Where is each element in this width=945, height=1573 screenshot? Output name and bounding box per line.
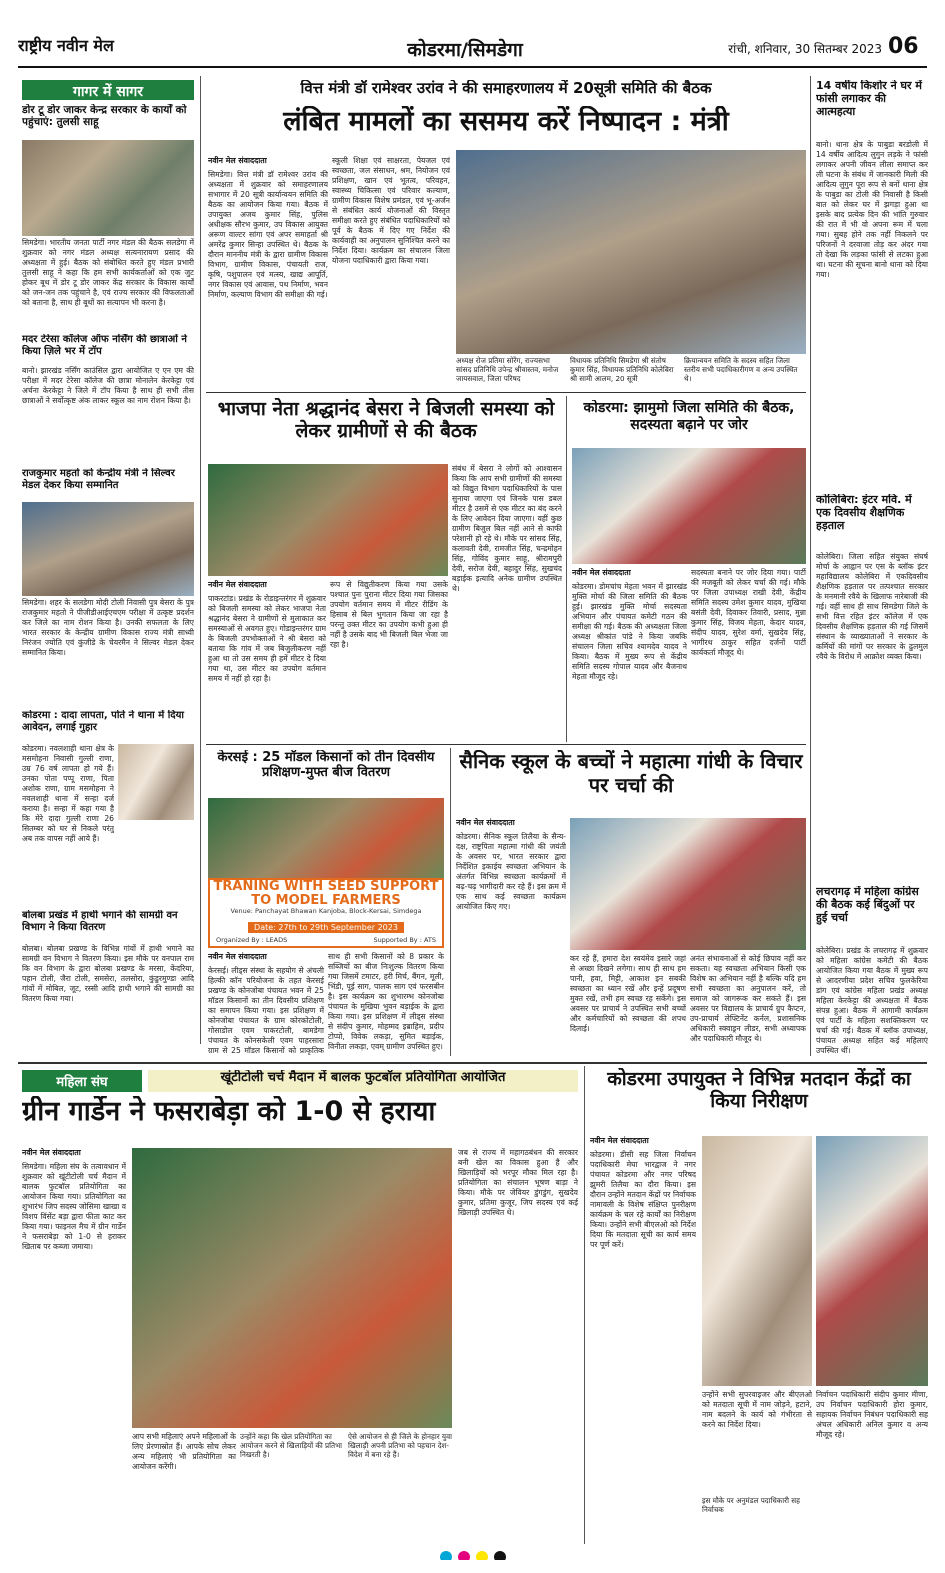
story-body: कोडरमा। सैनिक स्कूल तिलैया के सैन्य-दक्ष, राष्ट्रपिता महात्मा गांधी की जयंती के अवसर पर, भारत सरकार द्वारा निर्देशित इकाईय स्वच्छता अभियान के अंतर्गत विभिन्न स्वच्छता कार्यक्रमों में बढ़-चढ़ भागीदारी कर रहे हैं। इस क्रम में एक साथ कई स्वच्छता कार्यक्रम आयोजित किए गए।: [456, 832, 566, 912]
section-rule: [206, 392, 806, 393]
brief-body: बानो। झारखंड नर्सिंग काउंसिल द्वारा आयोजित ए एन एम की परीक्षा में मदर टेरेसा कॉलेज की छात्रा मोनालेन केरकेट्टा एवं अर्चना केरकेट्टा ने जिले में टॉप किया है साथ ही सभी तीस छात्राओं ने सर्वोत्कृष्ट अंक लाकर स्कूल का नाम रोशन किया है।: [22, 366, 194, 406]
column-rule: [584, 1066, 585, 1544]
brief-headline: राजकुमार महतो को केन्द्रीय मंत्री ने सिल्वर मेडल देकर किया सम्मानित: [22, 468, 175, 491]
section-rule: [206, 744, 806, 745]
brief-headline: लचरागढ़ में महिला कांग्रेस की बैठक कई बिंदुओं पर हुई चर्चा: [816, 886, 919, 924]
story-headline: कोडरमा उपायुक्त ने विभिन्न मतदान केंद्रों का किया निरीक्षण: [607, 1068, 911, 1113]
story-photo: [702, 1136, 812, 1386]
footer-registration-marks: [18, 1548, 927, 1560]
byline: नवीन मेल संवाददाता: [208, 156, 267, 165]
story-photo: [132, 1148, 452, 1428]
brief-photo: [118, 744, 194, 820]
story-body: कर रहे हैं, हमारा देश स्वयंमेव इसारे जहां से अच्छा दिखने लगेगा। साथ ही साथ हम पानी, हवा, मिट्टी, आकाश इन सबकी स्वच्छता का ध्यान रखें और इन्हें प्रदूषण मुक्त रखें, तभी हम स्वच्छ रह सकेंगे। इस अवसर पर प्राचार्य ने उपस्थित सभी बच्चों और कर्मचारियों को स्वच्छता की शपथ दिलाई।: [570, 954, 686, 1034]
photo-caption: उन्होंने कहा कि खेल प्रतियोगिता का आयोजन करने से खिलाड़ियों की प्रतिभा निखरती है।: [240, 1432, 342, 1459]
column-rule: [450, 748, 451, 1056]
lead-body: स्कूली शिक्षा एवं साक्षरता, पेयजल एवं स्वच्छता, जल संसाधन, श्रम, नियोजन एवं प्रशिक्षण, खान एवं भूतत्व, परिवहन, स्वास्थ्य चिकित्सा एवं परिवार कल्याण, ग्रामीण विकास विशेष प्रमंडल, एवं भू-अर्जन से संबंधित कार्य योजनाओं की विस्तृत समीक्षा करते हुए संबंधित पदाधिकारियों को पूर्व के बैठक में दिए गए निर्देश की कार्यवाही का अनुपालन सुनिश्चित करने का निर्देश दिया। कार्यक्रम का संचालन जिला योजना पदाधिकारी द्वारा किया गया।: [332, 156, 450, 266]
section-title: कोडरमा/सिमडेगा: [407, 39, 523, 61]
brief-photo: [22, 140, 194, 236]
column-rule: [200, 76, 201, 1044]
story-headline: कोडरमा: झामुमो जिला समिति की बैठक, सदस्यता बढ़ाने पर जोर: [583, 400, 795, 433]
lead-headline: लंबित मामलों का ससमय करें निष्पादन : मंत्री: [283, 106, 729, 137]
page-number: 06: [888, 34, 919, 59]
story-body: कोडरमा। डीसी सह जिला निर्वाचन पदाधिकारी मेघा भारद्वाज ने नगर पंचायत कोडरमा और नगर परिषद झुमरी तिलैया का दौरा किया। इस दौरान उन्होंने मतदान केंद्रों पर निर्वाचक नामावली के विशेष संक्षिप्त पुनरीक्षण कार्यक्रम के चल रहे कार्यों का निरीक्षण किया। उन्होंने सभी बीएलओ को निर्देश दिया कि मतदाता सूची का कार्य समय पर पूर्ण करें।: [590, 1150, 696, 1250]
story-body: सिमडेगा। महिला संघ के तत्वावधान में शुक्रवार को खूंटीटोली चर्च मैदान में बालक फुटबॉल प्रतियोगिता का आयोजन किया गया। प्रतियोगिता का शुभारंभ जिप सदस्य जोसिमा खाखा व विशप विंसेंट बड़ा द्वारा फीता काट कर किया गया। फाइनल मैच में ग्रीन गार्डेन ने फसराबेड़ा को 1-0 से हराकर खिताब पर कब्जा जमाया।: [22, 1162, 126, 1252]
brief-photo: [22, 502, 194, 596]
dateline: रांची, शनिवार, 30 सितम्बर 2023: [728, 42, 882, 56]
byline: नवीन मेल संवाददाता: [456, 818, 515, 827]
byline: नवीन मेल संवाददाता: [208, 580, 267, 589]
training-banner: [208, 878, 444, 948]
story-headline: केरसई : 25 मॉडल किसानों को तीन दिवसीय प्रशिक्षण-मुफ्त बीज वितरण: [217, 750, 435, 781]
banner-title: TRANING WITH SEED SUPPORT TO MODEL FARMERS: [213, 879, 439, 908]
brief-headline: मदर टेरेसा कॉलेज ऑफ नर्सिंग की छात्राओं ने किया ज़िले भर में टॉप: [22, 334, 187, 357]
brief-body: सिमडेगा। भारतीय जनता पार्टी नगर मंडल की बैठक सलडेगा में शुक्रवार को नगर मंडल अध्यक्ष सत्यनारायण प्रसाद की अध्यक्षता में हुई। बैठक को संबोधित करते हुए मंडल प्रभारी तुलसी साहू ने कहा कि हम सभी कार्यकर्ताओं को एक जुट होकर बूथ में डोर टू डोर जाकर केंद्र सरकार के विकास कार्यों को जन-जन तक पहुंचाने है, एवं राज्य सरकार की विफलताओं को बताना है, साथ ही बूथों का सत्यापन भी करना है।: [22, 238, 194, 308]
byline: नवीन मेल संवाददाता: [22, 1148, 81, 1157]
lead-kicker: वित्त मंत्री डॉ रामेश्वर उरांव ने की समाहरणालय में 20सूत्री समिति की बैठक: [300, 80, 712, 97]
brief-headline: डोर टू डोर जाकर केन्द्र सरकार के कार्यों को पहुंचाएं: तुलसी साहू: [22, 104, 187, 129]
sports-banner: महिला संघ: [22, 1070, 142, 1092]
story-photo: [208, 798, 444, 878]
column-rule: [566, 396, 567, 742]
brief-headline: 14 वर्षीय किशोर ने घर में फांसी लगाकर की आत्महत्या: [816, 80, 922, 118]
photo-caption: क्रियान्वयन समिति के सदस्य सहित जिला स्तरीय सभी पदाधिकारीगण व अन्य उपस्थित थे।: [684, 356, 798, 383]
brief-headline: कोडरमा : दादा लापता, पोते ने थाना में दिया आवेदन, लगाई गुहार: [22, 710, 184, 733]
photo-caption: विधायक प्रतिनिधि सिमडेगा श्री संतोष कुमार सिंह, विधायक प्रतिनिधि कोलेबिरा श्री सामी आलम, 20 सूत्री: [570, 356, 674, 383]
story-headline: भाजपा नेता श्रद्धानंद बेसरा ने बिजली समस्या को लेकर ग्रामीणों से की बैठक: [217, 398, 555, 443]
story-body: साथ ही सभी किसानों को 8 प्रकार के सब्जियों का बीज निःशुल्क वितरण किया गया जिसमें टमाटर, हरी मिर्च, बैंगन, मूली, भिंडी, पूई साग, पालक साग एवं फरसबीन है। इस कार्यक्रम का शुभारम्भ कोनजोबा पंचायत के मुखिया भुवन बड़ाईक के द्वारा किया गया। इस प्रशिक्षण में लीड्स संस्था से संदीप कुमार, मोहम्मद इब्राहिम, प्रदीप टोप्पो, विवेक लकड़ा, सुमित बड़ाईक, विनीता लकड़ा, एवम् ग्रामीण उपस्थित हुए।: [328, 952, 444, 1052]
story-headline: सैनिक स्कूल के बच्चों ने महात्मा गांधी के विचार पर चर्चा की: [459, 750, 803, 797]
story-kicker: खूंटीटोली चर्च मैदान में बालक फुटबॉल प्रतियोगिता आयोजित: [148, 1070, 578, 1092]
brief-body: कोलेबिरा। जिला सहित संयुक्त संघर्ष मोर्चा के आह्वान पर एस के ब्लॉक इंटर महाविद्यालय कोलेबिरा में एकदिवसीय शैक्षणिक हड़ताल पर तत्पश्चात सरकार के मनमानी रवैये के खिलाफ नारेबाजी की गई। वहीं साथ ही साथ सिमडेगा जिले के सभी वित्त रहित इंटर कॉलेज में एक दिवसीय शैक्षणिक हड़ताल की गई जिसमें संस्थान के व्याख्याताओं ने सरकार के कर्मियों की मांगों पर सरकार के ढुलमुल रवैये के विरोध में आक्रोश व्यक्त किया।: [816, 552, 928, 662]
brief-body: बोलबा। बोलबा प्रखण्ड के विभिन्न गांवों में हाथी भगाने का सामग्री वन विभाग ने वितरण किया। इस मौके पर वनपाल राम कि वन विभाग के द्वारा बोलबा प्रखण्ड के मरसा, केंदरिया, पहान टोली, जैरा टोली, समसेरा, तलसोरा, कुंडुरमुण्डा आदि गांवों में मोबिल, जूट, रस्सी आदि हाथी भगाने की सामग्री का वितरण किया गया।: [22, 944, 194, 1004]
brief-headline: बोलबा प्रखंड में हाथी भगाने की सामग्री वन विभाग ने किया वितरण: [22, 910, 178, 933]
lead-photo: [456, 150, 806, 354]
banner-organizer: Organized By : LEADS: [216, 936, 288, 945]
story-body: संबंध में बेसरा ने लोगों को आश्वासन किया कि आप सभी ग्रामीणों की समस्या को विद्युत विभाग पदाधिकारियों के पास सुनाया जाएगा एवं जिनके पास डबल मीटर है उसमें से एक मीटर का बंद करने के लिए आवेदन दिया जाएगा। वहीं कुछ ग्रामीण बिजुल बिल नहीं आने से काफी परेशानी हो रहे थे। मौके पर सांसद सिंह, कलावती देवी, रामजीत सिंह, चन्द्रमोहन सिंह, गोविंद कुमार साहू, श्रीरामपुरी देवी, सरोज देवी, बहादुर सिंह, सुखचंद बड़ाईक इत्यादि अनेक ग्रामीण उपस्थित थे।: [452, 464, 562, 594]
header-rule: [18, 66, 927, 68]
lead-body: सिमडेगा। वित्त मंत्री डॉ रामेश्वर उरांव की अध्यक्षता में शुक्रवार को समाहरणालय सभागार में 20 सूत्री कार्यान्वयन समिति की बैठक का आयोजन किया गया। बैठक में उपायुक्त अजय कुमार सिंह, पुलिस अधीक्षक सौरभ कुमार, उप विकास आयुक्त अरूण वाल्टर सांगा एवं अपर समाहर्ता श्री अमरेंद्र कुमार सिन्हा उपस्थित थे। बैठक के दौरान माननीय मंत्री के द्वारा ग्रामीण विकास विभाग, ग्रामीण विकास, पंचायती राज, कृषि, पशुपालन एवं मत्स्य, खाद्य आपूर्ति, नगर विकास एवं आवास, पथ निर्माण, भवन निर्माण, कल्याण विभाग की समीक्षा की गई।: [208, 170, 328, 300]
story-photo: [816, 1136, 928, 1386]
story-body: निर्वाचन पदाधिकारी संदीप कुमार मीणा, उप निर्वाचन पदाधिकारी होरा कुमार, सहायक निर्वाचन निबंधन पदाधिकारी सह अंचल अधिकारी अनिल कुमार व अन्य मौजूद रहे।: [816, 1390, 928, 1440]
banner-support: Supported By : ATS: [373, 936, 436, 945]
story-body: आप सभी महिलाएं अपने महिलाओं के लिए प्रेरणास्रोत हैं। आपके सोच लेकर अन्य महिलाएं भी प्रतियोगिता का आयोजन करेंगी।: [132, 1432, 236, 1472]
story-body: रूप से विद्युतीकरण किया गया उसके पश्चात पुनः पुराना मीटर दिया गया जिसका उपयोग वर्तमान समय में मीटर रीडिंग के हिसाब से बिल भुगतान किया जा रहा है परन्तु उक्त मीटर का उपयोग कभी हुआ ही नहीं है उसके बाद भी बिजली बिल भेजा जा रहा है।: [330, 580, 448, 650]
byline: नवीन मेल संवाददाता: [590, 1136, 649, 1145]
story-body: सदस्यता बनाने पर जोर दिया गया। पार्टी की मजबूती को लेकर चर्चा की गई। मौके पर जिला उपाध्यक्ष राखी देवी, केंद्रीय समिति सदस्य उमेश कुमार यादव, मुखिया बसंती देवी, दिवाकर तिवारी, प्रसाद, मुन्ना कुमार सिंह, विजय मेहता, केदार यादव, संदीप यादव, सुरेश वर्मा, सुखदेव सिंह, भागीरथ ठाकुर सहित दर्जनों पार्टी कार्यकर्ता मौजूद थे।: [691, 568, 806, 658]
story-body: अनंत संभावनाओं से कोई छिपाव नहीं कर सकता। यह स्वच्छता अभियान किसी एक विशेष का अभियान नहीं है बल्कि यदि हम सभी स्वच्छता का अनुपालन करें, तो समाज को जागरूक कर सकते हैं। इस अवसर पर विद्यालय के प्राचार्य ग्रुप कैप्टन, उप-प्राचार्य लेफ्टिनेंट कर्नल, प्रशासनिक अधिकारी स्क्वाड्रन लीडर, सभी अध्यापक और पदाधिकारी मौजूद थे।: [690, 954, 806, 1044]
photo-caption: इस मौके पर अनुमंडल पदाधिकारी सह निर्वाचक: [702, 1496, 800, 1514]
banner-dates: Date: 27th to 29th September 2023: [248, 922, 404, 933]
banner-venue: Venue: Panchayat Bhawan Kanjoba, Block-Kersai, Simdega: [230, 907, 422, 916]
story-headline: ग्रीन गार्डेन ने फसराबेड़ा को 1-0 से हराया: [22, 1096, 436, 1127]
photo-caption: अध्यक्ष रोज प्रतिमा सोरेंग, राज्यसभा सांसद प्रतिनिधि उपेन्द्र श्रीवास्तव, मनोज जायसवाल, जिला परिषद: [456, 356, 559, 383]
story-photo: [570, 818, 806, 950]
column-rule: [810, 76, 811, 1056]
story-body: कोडरमा। डोमचांच मेहता भवन में झारखंड मुक्ति मोर्चा की जिला समिति की बैठक हुई। झारखंड मुक्ति मोर्चा सदस्यता अभियान और पंचायत कमेटी गठन की समीक्षा की गई। बैठक की अध्यक्षता जिला अध्यक्ष श्रीकांत पांडे ने किया जबकि संचालन जिला सचिव श्यामदेव यादव ने किया। बैठक में मुख्य रूप से केंद्रीय समिति सदस्य गोपाल यादव और बैजनाथ मेहता मौजूद रहे।: [572, 582, 687, 682]
story-photo: [208, 464, 448, 576]
brief-body: कोडरमा। नवलशाही थाना क्षेत्र के मसमोहना निवासी गुल्ली राणा, उम्र 76 वर्ष लापता हो गये हैं। उनका पोता पप्पू राणा, पिता अशोक राणा, ग्राम मसमोहना ने नवलशाही थाना में सन्हा दर्ज कराया है। सन्हा में कहा गया है कि मेरे दादा गुल्ली राणा 26 सितम्बर को घर से निकले परंतु अब तक वापस नहीं आये हैं।: [22, 744, 114, 844]
section-rule: [18, 1062, 927, 1064]
brief-headline: कोलिबिरा: इंटर मवि. में एक दिवसीय शैक्षणिक हड़ताल: [816, 494, 912, 532]
story-body: उन्होंने सभी सुपरवाइजर और बीएलओ को मतदाता सूची में नाम जोड़ने, हटाने, नाम बदलने के कार्य को गंभीरता से करने का निर्देश दिया।: [702, 1390, 812, 1430]
byline: नवीन मेल संवाददाता: [572, 568, 631, 577]
story-body: केरसई। लीड्स संस्था के सहयोग से अंचली हिल्की कॉन परियोजना के तहत केरसई प्रखण्ड के कोनजोबा पंचायत भवन में 25 मॉडल किसानों का तीन दिवसीय प्रशिक्षण का समापन किया गया। इस प्रशिक्षण में कोनजोबा पंचायत के ग्राम कोरकोटोली, गोसाडोल एवम पाकरटोली, बामडेगा पंचायत के कोनसकेली एवम पाहरसारा ग्राम से 25 मॉडल किसानों को प्राकृतिक: [208, 966, 324, 1056]
story-photo: [572, 448, 806, 564]
story-body: जब से राज्य में महागठबंधन की सरकार बनी खेल का विकास हुआ है और खिलाड़ियों को भरपूर मौका मिल रहा है। प्रतियोगिता का संचालन भूषण बाड़ा ने किया। मौके पर जेवियर डुंगडुंग, सुखदेव कुमार, प्रतिमा कुजूर, जिप सदस्य एवं कई खिलाड़ी उपस्थित थे।: [458, 1148, 578, 1218]
photo-caption: ऐसे आयोजन से ही जिले के होनहार युवा खिलाड़ी अपनी प्रतिभा को पहचान देश-विदेश में बना रहे हैं।: [348, 1432, 452, 1459]
brief-body: सिमडेगा। शहर के सलडेगा मोदी टोली निवासी पुत्र बेसरा के पुत्र राजकुमार महतो ने पीजीडीआईएचएम परीक्षा में उत्कृष्ट प्रदर्शन कर जिले का नाम रोशन किया है। उनकी सफलता के लिए भारत सरकार के केन्द्रीय ग्रामीण विकास राज्य मंत्री साध्वी निरंजन ज्योति एवं कुंजीडे के चेयरमैन ने सिल्वर मेडल देकर सम्मानित किया।: [22, 598, 194, 658]
story-body: पाकरटांड। प्रखंड के रोडाइन्तरंगर में शुक्रवार को बिजली समस्या को लेकर भाजपा नेता श्रद्धानंद बेसरा ने ग्रामीणों से मुलाकात कर समस्याओं से अवगत हुए। गोडाइन्तरंगर ग्राम के बिजली उपभोक्ताओं ने श्री बेसरा को बताया कि गांव में जब बिजुलीकरण नहीं हुआ था तो उस समय ही हमें मीटर दे दिया गया था, उस मीटर का उपयोग वर्तमान समय में नहीं हो रहा है।: [208, 594, 326, 684]
masthead-logo: राष्ट्रीय नवीन मेल: [18, 36, 114, 55]
brief-body: बानो। थाना क्षेत्र के पाबुडा बरडोली में 14 वर्षीय आदित्य लुगुन लड़के ने फांसी लगाकर अपनी जीवन लीला समाप्त कर ली घटना के संबंध में जानकारी मिली की आदित्य लुगुन पूरा रूप से बनों थाना क्षेत्र के पाबुडा का टोली की निवासी है किसी बात को लेकर घर में झगड़ा हुआ था इसके बाद प्रत्येक दिन की भांति गुरुवार की रात में भी वो अपना रूम में चला गया। सुबह होने तक नहीं निकलने पर परिजनों ने दरवाजा तोड़ कर अंदर गया तो देखा कि लड़का फांसी से लटका हुआ था। घटना की सूचना बानो थाना को दिया गया।: [816, 140, 928, 280]
left-column-banner: गागर में सागर: [22, 80, 194, 100]
byline: नवीन मेल संवाददाता: [208, 952, 267, 961]
brief-body: कोलेबिरा। प्रखंड के लचरागढ़ में शुक्रवार को महिला कांग्रेस कमेटी की बैठक आयोजित किया गया बैठक में मुख्य रूप से आदरणीया प्रदेश सचिव फुलकेरिया डांग एवं कांग्रेस महिला प्रखंड अध्यक्ष महिला केरकेट्टा की अध्यक्षता में बैठक संपन्न हुआ। बैठक में आगामी कार्यक्रम एवं पार्टी के महिला सशक्तिकरण पर चर्चा की गई। बैठक में ब्लॉक उपाध्यक्ष, पंचायत अध्यक्ष सहित कई महिलाएं उपस्थित थीं।: [816, 946, 928, 1056]
